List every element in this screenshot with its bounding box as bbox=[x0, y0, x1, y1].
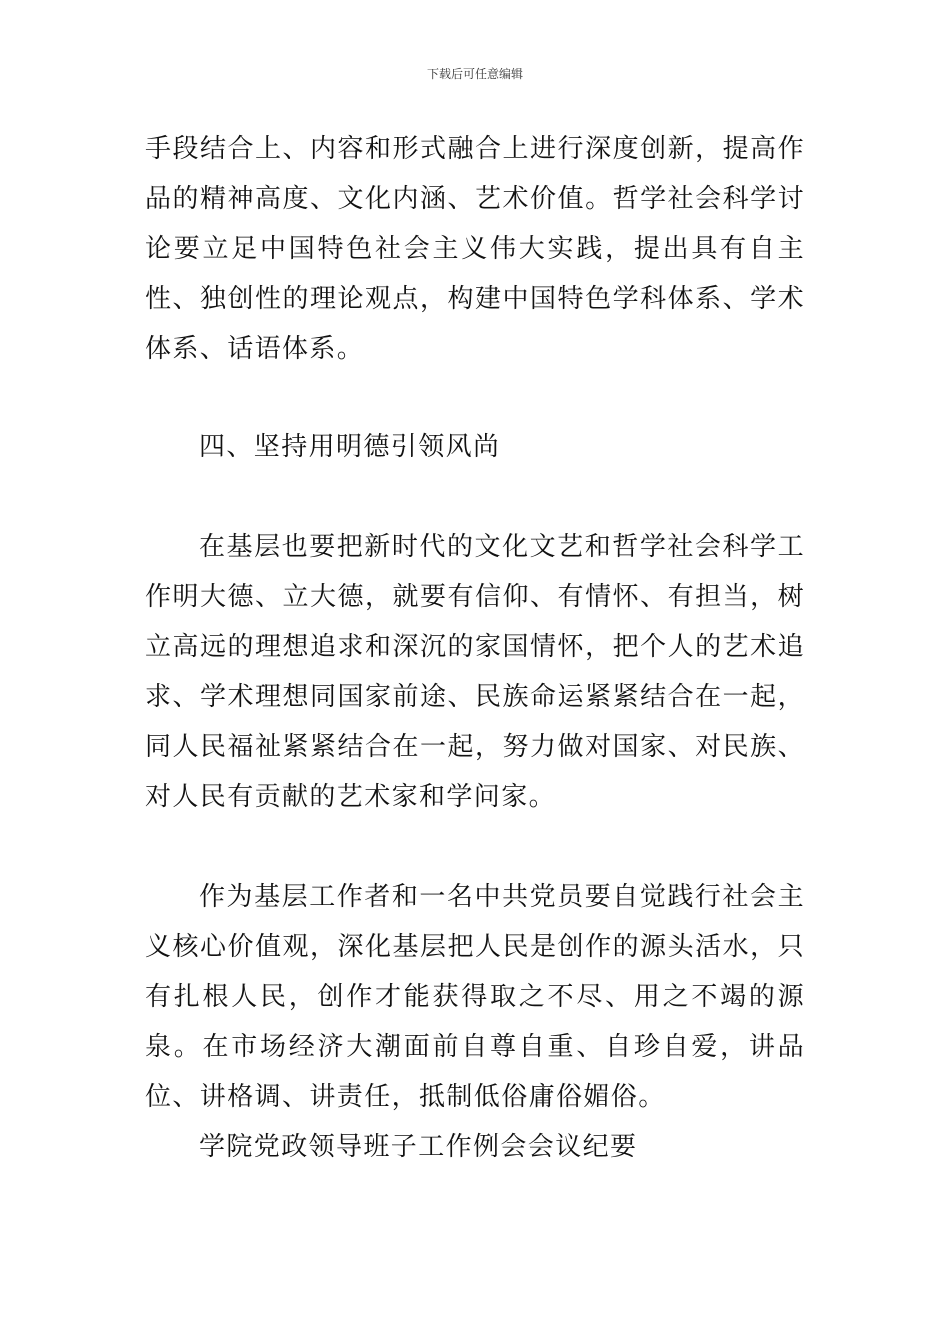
paragraph-continuation: 手段结合上、内容和形式融合上进行深度创新，提高作品的精神高度、文化内涵、艺术价值。哲学社会科学讨论要立足中国特色社会主义伟大实践，提出具有自主性、独创性的理论观点，构建中国特色学科体系、学术体系、话语体系。 bbox=[145, 134, 805, 364]
paragraph-party-member: 作为基层工作者和一名中共党员要自觉践行社会主义核心价值观，深化基层把人民是创作的源头活水，只有扎根人民，创作才能获得取之不尽、用之不竭的源泉。在市场经济大潮面前自尊自重、自珍自爱，讲品位、讲格调、讲责任，抵制低俗庸俗媚俗。 bbox=[145, 882, 805, 1112]
paragraph-moral-virtue: 在基层也要把新时代的文化文艺和哲学社会科学工作明大德、立大德，就要有信仰、有情怀、有担当，树立高远的理想追求和深沉的家国情怀，把个人的艺术追求、学术理想同国家前途、民族命运紧紧结合在一起，同人民福祉紧紧结合在一起，努力做对国家、对民族、对人民有贡献的艺术家和学问家。 bbox=[145, 532, 805, 812]
document-title-next: 学院党政领导班子工作例会会议纪要 bbox=[199, 1132, 638, 1162]
section-heading: 四、坚持用明德引领风尚 bbox=[199, 432, 501, 462]
document-body bbox=[145, 124, 805, 1172]
page-header-note: 下载后可任意编辑 bbox=[426, 67, 523, 81]
